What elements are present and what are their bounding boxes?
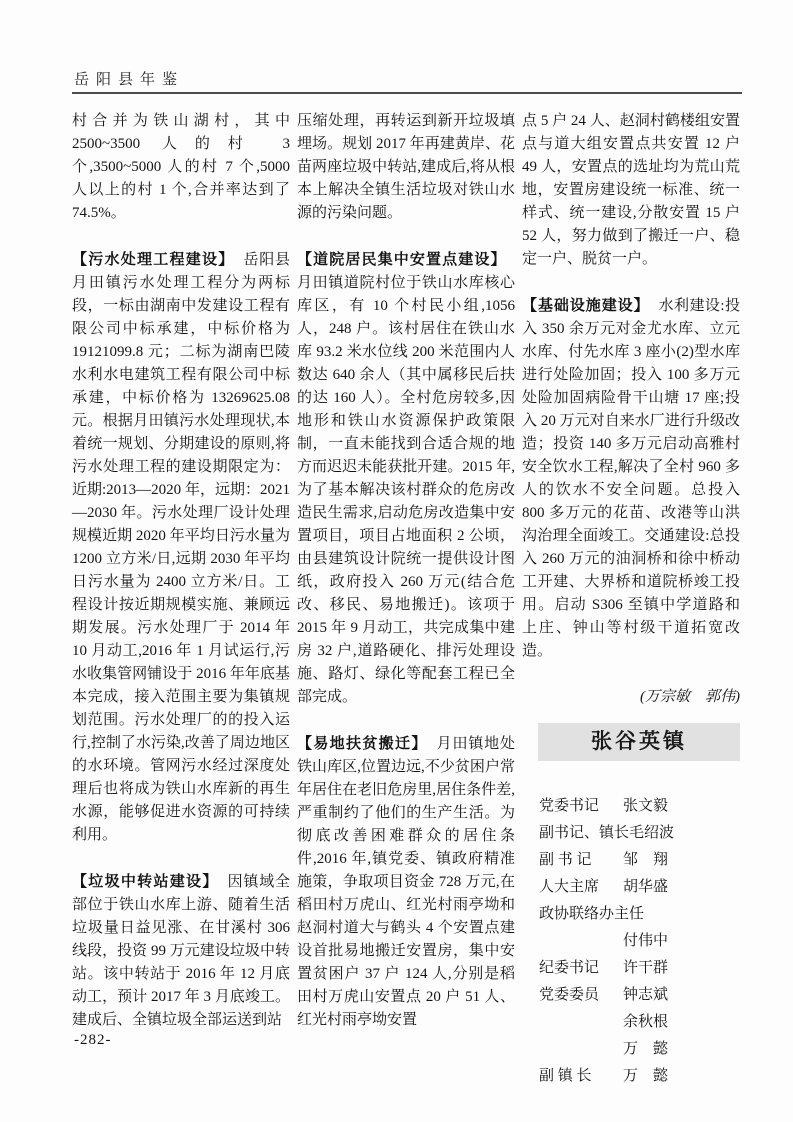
roster-person: 万 懿 bbox=[623, 1041, 669, 1057]
paragraph-continuation bbox=[522, 110, 740, 271]
roster-person: 胡华盛 bbox=[623, 879, 669, 895]
paragraph-text: 月田镇地处铁山库区,位置边远,不少贫困户常年居住在老旧危房里,居住条件差,严重制约了他们的生产生活。为彻底改善困难群众的居住条件,2016 年,镇党委、镇政府精准施策，争取项目资金 728 万元,在稻田村万虎山、红光村雨亭坳和赵洞村道大与鹤头 4 个安置点建设首批易地搬迁安置房，集中安置贫困户 37 户 124 人,分别是稻田村万虎山安置点 20 户 51 人、红光村雨亭坳安置 bbox=[297, 736, 515, 1028]
paragraph-text: 因镇域全部位于铁山水库上游、随着生活垃圾量日益见涨、在甘溪村 306 线段，投资 99 万元建设垃圾中转站。该中转站于 2016 年 12 月底动工，预计 2017 年 3 月底竣工。建成后、全镇垃圾全部运送到站 bbox=[72, 874, 290, 1028]
roster-row bbox=[539, 982, 740, 1009]
roster-title: 政协联络办主任 bbox=[539, 906, 645, 922]
running-head-title: 岳阳县年鉴 bbox=[74, 72, 185, 88]
entry-resettlement-site bbox=[297, 248, 515, 709]
roster-row bbox=[539, 955, 740, 982]
entry-title: 【道院居民集中安置点建设】 bbox=[297, 251, 506, 268]
roster-title: 党委委员 bbox=[539, 987, 600, 1003]
paragraph-text: 点 5 户 24 人、赵洞村鹤楼组安置点与道大组安置点共安置 12 户 49 人，安置点的选址均为荒山荒地，安置房建设统一标准、统一样式、统一建设,分散安置 15 户 52 人，努力做到了搬迁一户、稳定一户、脱贫一户。 bbox=[522, 113, 740, 267]
author-attribution: (万宗敏 郭伟) bbox=[640, 689, 740, 705]
entry-infrastructure bbox=[522, 294, 740, 663]
entry-title: 【垃圾中转站建设】 bbox=[72, 873, 219, 890]
roster-person: 邹 翔 bbox=[623, 852, 669, 868]
roster-row bbox=[539, 1009, 740, 1036]
roster-person: 张文毅 bbox=[623, 798, 669, 814]
roster-person: 余秋根 bbox=[623, 1014, 669, 1030]
roster-title: 副 书 记 bbox=[539, 852, 592, 868]
roster-row bbox=[539, 1036, 740, 1063]
roster-person: 付伟中 bbox=[623, 933, 669, 949]
page-number: -282- bbox=[74, 1032, 112, 1048]
roster-person: 毛绍波 bbox=[629, 825, 675, 841]
roster-row bbox=[539, 901, 740, 928]
roster-title: 副 镇 长 bbox=[539, 1068, 592, 1084]
roster-person: 万 懿 bbox=[623, 1068, 669, 1084]
text-columns bbox=[72, 110, 740, 1090]
header-rule bbox=[72, 92, 742, 94]
roster-row bbox=[539, 874, 740, 901]
entry-title: 【易地扶贫搬迁】 bbox=[297, 735, 428, 752]
column-2 bbox=[297, 110, 515, 1032]
entry-title: 【基础设施建设】 bbox=[522, 297, 650, 314]
roster-person: 许干群 bbox=[623, 960, 669, 976]
section-heading-zhangguying-town: 张谷英镇 bbox=[538, 723, 740, 761]
column-3 bbox=[522, 110, 740, 1090]
entry-title: 【污水处理工程建设】 bbox=[72, 251, 235, 268]
roster-person: 钟志斌 bbox=[623, 987, 669, 1003]
paragraph-continuation bbox=[297, 110, 515, 225]
roster-row bbox=[539, 928, 740, 955]
paragraph-text: 村合并为铁山湖村，其中 2500~3500 人的村 3 个,3500~5000 人的村 7 个,5000 人以上的村 1 个,合并率达到了 74.5%。 bbox=[72, 113, 290, 221]
entry-sewage-treatment bbox=[72, 248, 290, 847]
roster-row bbox=[539, 1063, 740, 1090]
officials-roster bbox=[522, 793, 740, 1090]
entry-poverty-relocation bbox=[297, 732, 515, 1032]
roster-title: 副书记、镇长 bbox=[539, 825, 630, 841]
paragraph-text: 水利建设:投入 350 余万元对金尤水库、立元水库、付先水库 3 座小(2)型水库进行处险加固；投入 100 多万元处险加固病险骨干山塘 17 座;投入 20 万元对自来水厂进行升级改造；投资 140 多万元启动高雅村安全饮水工程,解决了全村 960 多人的饮水不安全问题。总投入 800 多万元的花苗、改港等山洪沟治理全面竣工。交通建设:总投入 260 万元的油洞桥和徐中桥动工开建、大界桥和道院桥竣工投用。启动 S306 至镇中学道路和上庄、钟山等村级干道拓宽改造。 bbox=[522, 298, 740, 659]
roster-title bbox=[539, 1036, 623, 1063]
roster-title: 纪委书记 bbox=[539, 960, 600, 976]
paragraph-text: 岳阳县月田镇污水处理工程分为两标段，一标由湖南中发建设工程有限公司中标承建，中标价格为 19121099.8 元；二标为湖南巴陵水利水电建筑工程有限公司中标承建，中标价格为 13269625.08 元。根据月田镇污水处理现状,本着统一规划、分期建设的原则,将污水处理工程的建设期限定为：近期:2013—2020 年，远期：2021—2030 年。污水处理厂设计处理规模近期 2020 年平均日污水量为 1200 立方米/日,远期 2030 年平均日污水量为 2400 立方米/日。工程设计按近期规模实施、兼顾远期发展。污水处理厂于 2014 年 10 月动工,2016 年 1 月试运行,污水收集管网铺设于 2016 年年底基本完成，接入范围主要为集镇规划范围。污水处理厂的的投入运行,控制了水污染,改善了周边地区的水环境。管网污水经过深度处理后也将成为铁山水库新的再生水源，能够促进水资源的可持续利用。 bbox=[72, 252, 290, 843]
roster-title bbox=[539, 1009, 623, 1036]
paragraph-text: 压缩处理，再转运到新开垃圾填埋场。规划 2017 年再建黄岸、花苗两座垃圾中转站,建成后,将从根本上解决全镇生活垃圾对铁山水源的污染问题。 bbox=[297, 113, 515, 221]
roster-title: 党委书记 bbox=[539, 798, 600, 814]
roster-title bbox=[539, 928, 623, 955]
roster-row bbox=[539, 793, 740, 820]
roster-title: 人大主席 bbox=[539, 879, 600, 895]
roster-row bbox=[539, 820, 740, 847]
column-1 bbox=[72, 110, 290, 1032]
paragraph-continuation bbox=[72, 110, 290, 225]
entry-garbage-station bbox=[72, 870, 290, 1032]
roster-row bbox=[539, 847, 740, 874]
paragraph-text: 月田镇道院村位于铁山水库核心库区，有 10 个村民小组,1056 人，248 户。该村居住在铁山水库 93.2 米水位线 200 米范围内人数达 640 余人（其中属移民后扶的达 160 人）。全村危房较多,因地形和铁山水资源保护政策限制，一直未能找到合适合规的地方而迟迟未能获批开建。2015 年,为了基本解决该村群众的危房改造民生需求,启动危房改造集中安置项目，项目占地面积 2 公顷，由县建筑设计院统一提供设计图纸，政府投入 260 万元(结合危改、移民、易地搬迁)。该项于 2015 年 9 月动工，共完成集中建房 32 户,道路硬化、排污处理设施、路灯、绿化等配套工程已全部完成。 bbox=[297, 275, 515, 705]
